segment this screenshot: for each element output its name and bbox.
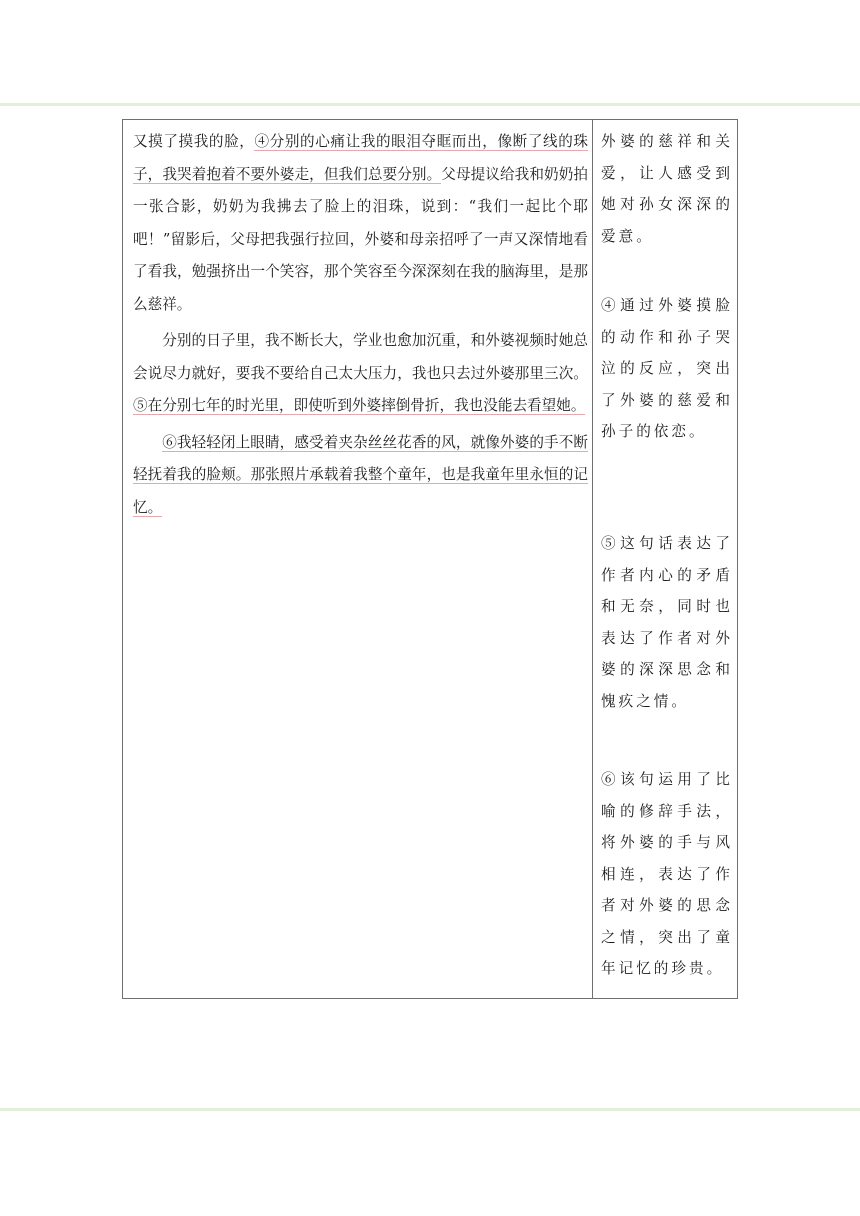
note-5: ⑤这句话表达了作者内心的矛盾和无奈，同时也表达了作者对外婆的深深思念和愧疚之情。 bbox=[601, 535, 733, 710]
essay-paragraph-3 bbox=[133, 427, 588, 525]
note-6: ⑥该句运用了比喻的修辞手法，将外婆的手与风相连，表达了作者对外婆的思念之情，突出了童年记忆的珍贵。 bbox=[601, 771, 733, 977]
note-3-continued: 外婆的慈祥和关爱，让人感受到她对孙女深深的爱意。 bbox=[601, 133, 733, 245]
header-rule bbox=[0, 103, 860, 106]
note-4: ④通过外婆摸脸的动作和孙子哭泣的反应，突出了外婆的慈爱和孙子的依恋。 bbox=[601, 297, 733, 440]
annotated-sentence-6: ⑥我轻轻闭上眼睛，感受着夹杂丝丝花香的风，就像外婆的手不断轻抚着我的脸颊。 bbox=[133, 433, 588, 483]
annotation-table bbox=[122, 119, 738, 999]
p2-lead: 分别的日子里，我不断长大，学业也愈加沉重，和外婆视频时她总会说尽力就好，要我不要给自己太大压力，我也只去过外婆那里三次。 bbox=[133, 332, 588, 382]
essay-paragraph-1 bbox=[133, 126, 588, 321]
p3-rest: 那张照片承载着我整个童年，也是我童年里永恒的记忆。 bbox=[133, 466, 588, 516]
footer-rule bbox=[0, 1108, 860, 1111]
essay-column bbox=[133, 126, 588, 524]
p1-rest: 父母提议给我和奶奶拍一张合影，奶奶为我拂去了脸上的泪珠，说到：“我们一起比个耶吧！”留影后，父母把我强行拉回，外婆和母亲招呼了一声又深情地看了看我，勉强挤出一个笑容，那个笑容至今深深刻在我的脑海里，是那么慈祥。 bbox=[133, 165, 588, 313]
essay-paragraph-2 bbox=[133, 325, 588, 423]
annotated-sentence-5: ⑤在分别七年的时光里，即使听到外婆摔倒骨折，我也没能去看望她。 bbox=[133, 397, 586, 414]
p1-lead: 又摸了摸我的脸， bbox=[133, 133, 255, 150]
annotated-sentence-4: ④分别的心痛让我的眼泪夺眶而出，像断了线的珠子，我哭着抱着不要外婆走，但我们总要分别。 bbox=[133, 133, 588, 183]
column-divider bbox=[592, 120, 593, 998]
